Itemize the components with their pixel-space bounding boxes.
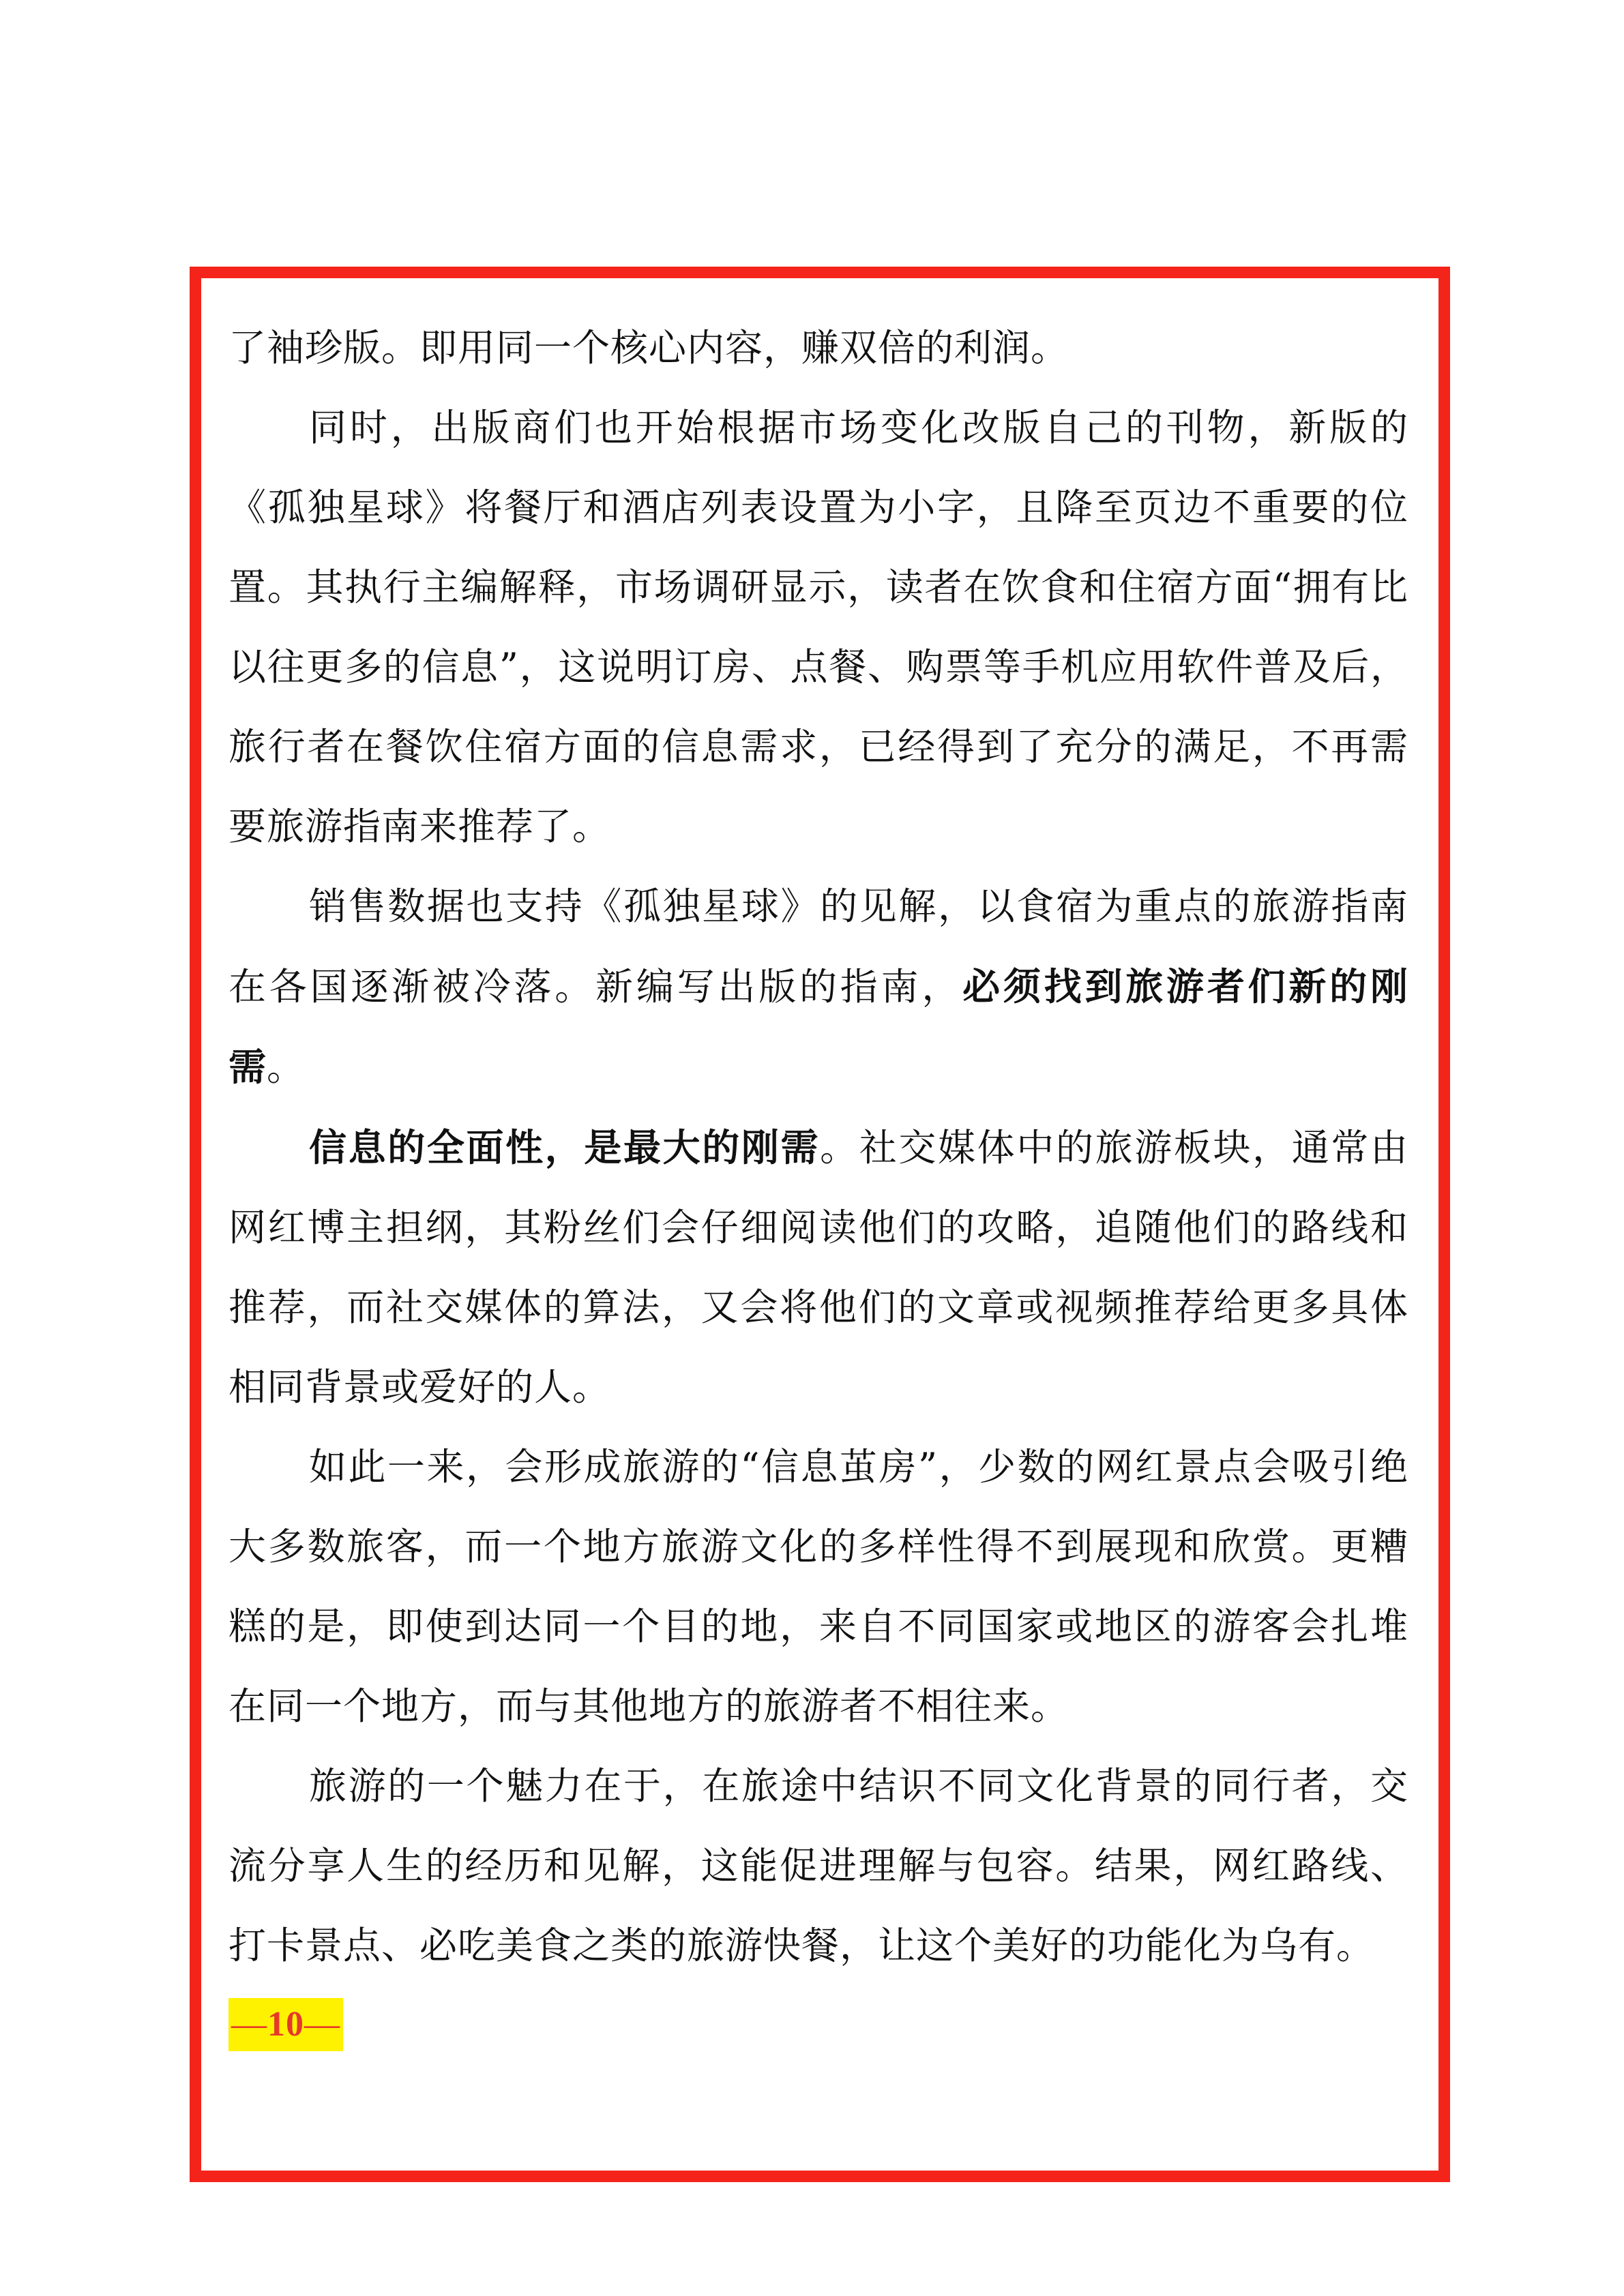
article-frame: [190, 267, 1450, 2182]
page-number-suffix: —: [304, 2005, 340, 2044]
page-number-prefix: —: [231, 2005, 267, 2044]
paragraph-list: [228, 308, 1408, 1986]
paragraph-p6: [228, 1746, 1408, 1986]
paragraph-text: 。社交媒体中的旅游板块，通常由网红博主担纲，其粉丝们会仔细阅读他们的攻略，追随他们的路线和推荐，而社交媒体的算法，又会将他们的文章或视频推荐给更多具体相同背景或爱好的人。: [228, 1126, 1408, 1409]
paragraph-text: 如此一来，会形成旅游的“信息茧房”，少数的网红景点会吸引绝大多数旅客，而一个地方旅游文化的多样性得不到展现和欣赏。更糟糕的是，即使到达同一个目的地，来自不同国家或地区的游客会扎堆在同一个地方，而与其他地方的旅游者不相往来。: [228, 1445, 1408, 1728]
paragraph-p5: [228, 1427, 1408, 1746]
paragraph-p2: [228, 388, 1408, 867]
paragraph-p4: [228, 1107, 1408, 1427]
emphasis-text: 信息的全面性，是最大的刚需: [309, 1125, 821, 1169]
paragraph-p1: [228, 308, 1408, 388]
paragraph-p3: [228, 867, 1408, 1107]
page-number-value: 10: [267, 2005, 304, 2044]
paragraph-text: 旅游的一个魅力在于，在旅途中结识不同文化背景的同行者，交流分享人生的经历和见解，这能促进理解与包容。结果，网红路线、打卡景点、必吃美食之类的旅游快餐，让这个美好的功能化为乌有。: [228, 1764, 1408, 1967]
paragraph-text: 同时，出版商们也开始根据市场变化改版自己的刊物，新版的《孤独星球》将餐厅和酒店列表设置为小字，且降至页边不重要的位置。其执行主编解释，市场调研显示，读者在饮食和住宿方面“拥有比以往更多的信息”，这说明订房、点餐、购票等手机应用软件普及后，旅行者在餐饮住宿方面的信息需求，已经得到了充分的满足，不再需要旅游指南来推荐了。: [228, 406, 1408, 848]
page-number-badge: [228, 1998, 343, 2051]
paragraph-text: 了袖珍版。即用同一个核心内容，赚双倍的利润。: [228, 326, 1069, 370]
emphasis-text: 必须找到旅游者们新的刚需: [228, 964, 1408, 1089]
paragraph-text: 销售数据也支持《孤独星球》的见解，以食宿为重点的旅游指南在各国逐渐被冷落。新编写出版的指南，: [228, 884, 1408, 1009]
article-body: [228, 308, 1408, 2051]
paragraph-text: 。: [267, 1045, 306, 1089]
